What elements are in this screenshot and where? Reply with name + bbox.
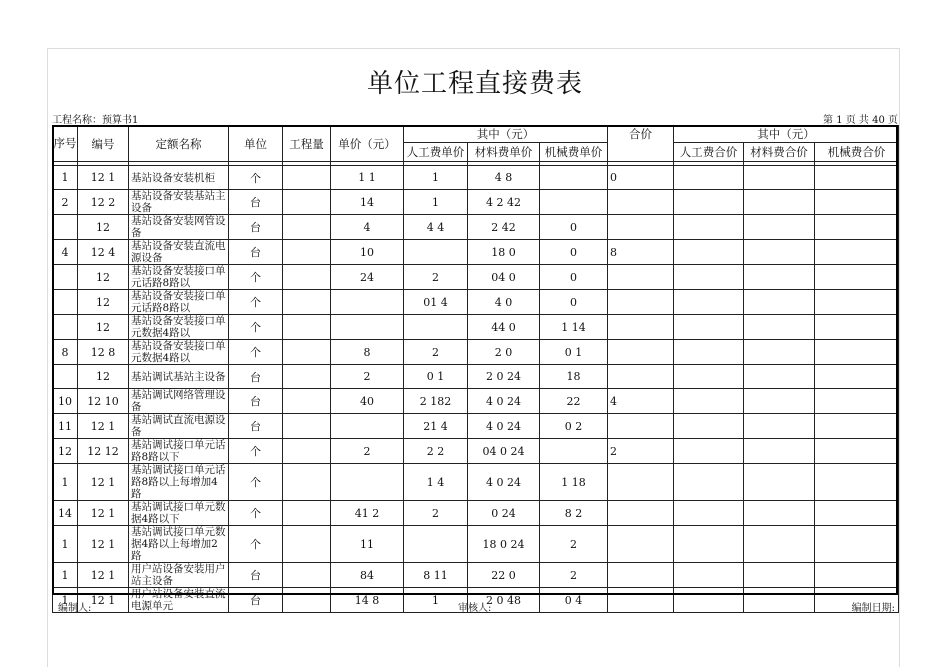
cell-mct xyxy=(815,439,899,464)
cell-unit: 个 xyxy=(229,439,283,464)
cell-unit: 台 xyxy=(229,240,283,265)
cell-labor: 01 4 xyxy=(404,290,468,315)
cell-seq: 11 xyxy=(53,414,78,439)
cell-mct xyxy=(815,365,899,389)
cell-name: 基站调试直流电源设备 xyxy=(129,414,229,439)
cell-mct xyxy=(815,166,899,190)
cell-machine: 1 14 xyxy=(540,315,608,340)
project-name: 工程名称：预算书1 xyxy=(52,115,139,126)
cell-material: 4 0 24 xyxy=(468,389,540,414)
cell-price: 14 8 xyxy=(331,588,404,613)
cell-seq: 10 xyxy=(53,389,78,414)
cell-qty xyxy=(283,265,331,290)
cell-lt xyxy=(674,588,744,613)
cell-mct xyxy=(815,414,899,439)
cell-price xyxy=(331,464,404,501)
cell-seq: 1 xyxy=(53,526,78,563)
cell-material: 4 0 24 xyxy=(468,414,540,439)
table-row xyxy=(53,166,899,190)
cell-total xyxy=(608,501,674,526)
cell-code: 12 4 xyxy=(78,240,129,265)
cell-seq xyxy=(53,215,78,240)
cell-mt xyxy=(744,526,815,563)
cell-machine: 0 1 xyxy=(540,340,608,365)
cell-mct xyxy=(815,290,899,315)
cell-name: 基站调试基站主设备 xyxy=(129,365,229,389)
cell-seq xyxy=(53,315,78,340)
cell-labor: 0 1 xyxy=(404,365,468,389)
cell-machine: 0 2 xyxy=(540,414,608,439)
cell-unit: 个 xyxy=(229,340,283,365)
cell-seq: 14 xyxy=(53,501,78,526)
table-row xyxy=(53,240,899,265)
cell-machine: 0 4 xyxy=(540,588,608,613)
cell-price: 1 1 xyxy=(331,166,404,190)
cell-mt xyxy=(744,166,815,190)
cell-material: 2 0 24 xyxy=(468,365,540,389)
cell-lt xyxy=(674,290,744,315)
cell-code: 12 1 xyxy=(78,464,129,501)
cell-mct xyxy=(815,240,899,265)
cell-mct xyxy=(815,563,899,588)
cell-price: 2 xyxy=(331,439,404,464)
cell-machine: 0 xyxy=(540,215,608,240)
cell-price xyxy=(331,315,404,340)
cell-mt xyxy=(744,588,815,613)
cell-mt xyxy=(744,464,815,501)
cell-seq: 1 xyxy=(53,166,78,190)
table-row xyxy=(53,315,899,340)
cell-unit: 个 xyxy=(229,501,283,526)
table-row xyxy=(53,340,899,365)
header-unit: 单位 xyxy=(229,126,283,162)
cell-material: 04 0 24 xyxy=(468,439,540,464)
cell-material: 44 0 xyxy=(468,315,540,340)
cell-lt xyxy=(674,315,744,340)
cell-total: 0 xyxy=(608,166,674,190)
date-label: 编制日期: xyxy=(851,603,895,614)
cell-unit: 个 xyxy=(229,315,283,340)
cell-machine: 22 xyxy=(540,389,608,414)
cell-seq: 2 xyxy=(53,190,78,215)
cell-seq xyxy=(53,290,78,315)
cell-machine xyxy=(540,166,608,190)
header-code: 编号 xyxy=(78,126,129,162)
cell-mct xyxy=(815,265,899,290)
cell-unit: 台 xyxy=(229,414,283,439)
cell-total xyxy=(608,290,674,315)
cell-unit: 个 xyxy=(229,265,283,290)
page-info: 第 1 页 共 40 页 xyxy=(823,115,898,126)
cell-material: 04 0 xyxy=(468,265,540,290)
cell-labor: 4 4 xyxy=(404,215,468,240)
cell-lt xyxy=(674,439,744,464)
cell-seq xyxy=(53,365,78,389)
cell-machine: 0 xyxy=(540,290,608,315)
cell-mct xyxy=(815,190,899,215)
header-machine-unit: 机械费单价 xyxy=(540,143,608,162)
header-group-total: 其中（元） xyxy=(674,126,899,143)
cell-labor: 2 2 xyxy=(404,439,468,464)
cell-code: 12 1 xyxy=(78,588,129,613)
cell-qty xyxy=(283,563,331,588)
cell-seq: 12 xyxy=(53,439,78,464)
cell-code: 12 1 xyxy=(78,526,129,563)
cell-code: 12 xyxy=(78,365,129,389)
cell-qty xyxy=(283,240,331,265)
cell-name: 基站调试接口单元数据4路以上每增加2路 xyxy=(129,526,229,563)
cell-name: 基站设备安装基站主设备 xyxy=(129,190,229,215)
cell-lt xyxy=(674,365,744,389)
cell-mt xyxy=(744,365,815,389)
header-row-1 xyxy=(53,126,899,143)
cell-lt xyxy=(674,240,744,265)
table-row xyxy=(53,563,899,588)
cell-labor xyxy=(404,526,468,563)
cell-total xyxy=(608,414,674,439)
cell-name: 基站设备安装接口单元数据4路以 xyxy=(129,340,229,365)
cell-machine: 18 xyxy=(540,365,608,389)
cell-qty xyxy=(283,340,331,365)
cell-code: 12 xyxy=(78,215,129,240)
cell-price: 4 xyxy=(331,215,404,240)
cell-lt xyxy=(674,190,744,215)
cell-mt xyxy=(744,563,815,588)
cell-labor: 1 4 xyxy=(404,464,468,501)
cell-material: 4 0 xyxy=(468,290,540,315)
cell-qty xyxy=(283,414,331,439)
cell-labor xyxy=(404,315,468,340)
cell-lt xyxy=(674,526,744,563)
cell-labor xyxy=(404,240,468,265)
header-machine-total: 机械费合价 xyxy=(815,143,899,162)
cell-lt xyxy=(674,265,744,290)
table-row xyxy=(53,439,899,464)
cell-material: 2 42 xyxy=(468,215,540,240)
header-group-unit: 其中（元） xyxy=(404,126,608,143)
cell-qty xyxy=(283,290,331,315)
cell-code: 12 1 xyxy=(78,414,129,439)
header-labor-unit: 人工费单价 xyxy=(404,143,468,162)
cell-code: 12 2 xyxy=(78,190,129,215)
cell-lt xyxy=(674,340,744,365)
cell-code: 12 1 xyxy=(78,501,129,526)
table-row xyxy=(53,290,899,315)
table-row xyxy=(53,190,899,215)
cell-mct xyxy=(815,340,899,365)
cell-seq: 1 xyxy=(53,563,78,588)
cell-labor: 2 xyxy=(404,340,468,365)
cell-machine: 0 xyxy=(540,240,608,265)
cell-qty xyxy=(283,215,331,240)
cell-seq: 8 xyxy=(53,340,78,365)
cell-price: 14 xyxy=(331,190,404,215)
cell-material: 4 2 42 xyxy=(468,190,540,215)
cell-unit: 个 xyxy=(229,464,283,501)
cell-material: 2 0 48 xyxy=(468,588,540,613)
cell-seq: 1 xyxy=(53,464,78,501)
cell-seq: 1 xyxy=(53,588,78,613)
table-row xyxy=(53,464,899,501)
cell-machine: 2 xyxy=(540,563,608,588)
table-row xyxy=(53,365,899,389)
cell-name: 基站设备安装接口单元话路8路以 xyxy=(129,290,229,315)
cell-qty xyxy=(283,190,331,215)
header-unit-price: 单价（元） xyxy=(331,126,404,162)
cell-qty xyxy=(283,588,331,613)
cell-mt xyxy=(744,215,815,240)
cell-material: 18 0 xyxy=(468,240,540,265)
cell-unit: 台 xyxy=(229,365,283,389)
cell-mt xyxy=(744,240,815,265)
cell-name: 基站设备安装接口单元话路8路以 xyxy=(129,265,229,290)
cell-total xyxy=(608,526,674,563)
cell-total xyxy=(608,563,674,588)
cell-machine: 1 18 xyxy=(540,464,608,501)
cell-unit: 台 xyxy=(229,389,283,414)
cell-seq: 4 xyxy=(53,240,78,265)
cell-code: 12 1 xyxy=(78,563,129,588)
cell-total: 2 xyxy=(608,439,674,464)
cell-lt xyxy=(674,563,744,588)
cost-table xyxy=(52,125,899,613)
cell-price: 24 xyxy=(331,265,404,290)
cell-code: 12 10 xyxy=(78,389,129,414)
cell-labor: 1 xyxy=(404,166,468,190)
cell-seq xyxy=(53,265,78,290)
cell-code: 12 8 xyxy=(78,340,129,365)
cell-qty xyxy=(283,526,331,563)
cell-material: 4 8 xyxy=(468,166,540,190)
cell-mct xyxy=(815,315,899,340)
cell-price: 84 xyxy=(331,563,404,588)
cell-total xyxy=(608,464,674,501)
cell-price: 11 xyxy=(331,526,404,563)
cell-total xyxy=(608,190,674,215)
header-seq: 序号 xyxy=(53,126,78,162)
cell-name: 基站调试接口单元数据4路以下 xyxy=(129,501,229,526)
cell-lt xyxy=(674,389,744,414)
header-total: 合价 xyxy=(608,126,674,162)
cell-price xyxy=(331,290,404,315)
cell-lt xyxy=(674,501,744,526)
cell-mct xyxy=(815,389,899,414)
cell-unit: 个 xyxy=(229,166,283,190)
cell-name: 基站调试接口单元话路8路以上每增加4路 xyxy=(129,464,229,501)
cell-qty xyxy=(283,389,331,414)
cell-labor: 1 xyxy=(404,190,468,215)
cell-material: 2 0 xyxy=(468,340,540,365)
cell-price: 8 xyxy=(331,340,404,365)
cell-unit: 台 xyxy=(229,215,283,240)
cell-qty xyxy=(283,501,331,526)
cell-total: 8 xyxy=(608,240,674,265)
document-title: 单位工程直接费表 xyxy=(366,69,583,99)
cell-labor: 1 xyxy=(404,588,468,613)
cell-machine: 0 xyxy=(540,265,608,290)
table-row xyxy=(53,414,899,439)
cell-lt xyxy=(674,414,744,439)
cell-total xyxy=(608,588,674,613)
header-material-total: 材料费合价 xyxy=(744,143,815,162)
cell-mt xyxy=(744,414,815,439)
cell-code: 12 xyxy=(78,315,129,340)
cell-total xyxy=(608,340,674,365)
cell-name: 基站设备安装网管设备 xyxy=(129,215,229,240)
cell-total xyxy=(608,215,674,240)
cell-lt xyxy=(674,166,744,190)
cell-code: 12 xyxy=(78,265,129,290)
cell-code: 12 12 xyxy=(78,439,129,464)
cell-qty xyxy=(283,439,331,464)
cell-price xyxy=(331,414,404,439)
cell-labor: 21 4 xyxy=(404,414,468,439)
cell-total xyxy=(608,265,674,290)
cell-machine xyxy=(540,439,608,464)
table-row xyxy=(53,389,899,414)
cell-material: 22 0 xyxy=(468,563,540,588)
table-row xyxy=(53,265,899,290)
cell-qty xyxy=(283,365,331,389)
cell-price: 10 xyxy=(331,240,404,265)
table-row xyxy=(53,501,899,526)
cell-qty xyxy=(283,464,331,501)
cell-material: 18 0 24 xyxy=(468,526,540,563)
cell-unit: 个 xyxy=(229,290,283,315)
cell-mt xyxy=(744,340,815,365)
cell-unit: 台 xyxy=(229,563,283,588)
cell-name: 基站调试接口单元话路8路以下 xyxy=(129,439,229,464)
cell-lt xyxy=(674,464,744,501)
cell-unit: 个 xyxy=(229,526,283,563)
cell-mct xyxy=(815,464,899,501)
cell-labor: 2 xyxy=(404,265,468,290)
cell-price: 2 xyxy=(331,365,404,389)
cell-mt xyxy=(744,190,815,215)
cell-total: 4 xyxy=(608,389,674,414)
cell-name: 用户站设备安装直流电源单元 xyxy=(129,588,229,613)
cell-mct xyxy=(815,526,899,563)
cell-name: 基站设备安装接口单元数据4路以 xyxy=(129,315,229,340)
cell-mct xyxy=(815,215,899,240)
header-name: 定额名称 xyxy=(129,126,229,162)
cell-qty xyxy=(283,315,331,340)
cell-labor: 8 11 xyxy=(404,563,468,588)
cell-code: 12 xyxy=(78,290,129,315)
cell-mt xyxy=(744,290,815,315)
cell-machine xyxy=(540,190,608,215)
cell-unit: 台 xyxy=(229,588,283,613)
cell-lt xyxy=(674,215,744,240)
reviewer-label: 审核人: xyxy=(458,603,492,614)
table-row xyxy=(53,215,899,240)
cell-code: 12 1 xyxy=(78,166,129,190)
header-qty: 工程量 xyxy=(283,126,331,162)
cell-name: 基站设备安装直流电源设备 xyxy=(129,240,229,265)
cell-mt xyxy=(744,439,815,464)
cell-name: 基站调试网络管理设备 xyxy=(129,389,229,414)
cell-mct xyxy=(815,501,899,526)
cell-mt xyxy=(744,501,815,526)
cell-material: 4 0 24 xyxy=(468,464,540,501)
cell-price: 41 2 xyxy=(331,501,404,526)
cell-qty xyxy=(283,166,331,190)
cell-total xyxy=(608,365,674,389)
cell-mt xyxy=(744,315,815,340)
cell-mt xyxy=(744,389,815,414)
cell-unit: 台 xyxy=(229,190,283,215)
cell-labor: 2 xyxy=(404,501,468,526)
cell-name: 用户站设备安装用户站主设备 xyxy=(129,563,229,588)
cell-total xyxy=(608,315,674,340)
cell-material: 0 24 xyxy=(468,501,540,526)
cell-machine: 8 2 xyxy=(540,501,608,526)
cell-name: 基站设备安装机柜 xyxy=(129,166,229,190)
cell-machine: 2 xyxy=(540,526,608,563)
header-labor-total: 人工费合价 xyxy=(674,143,744,162)
preparer-label: 编制人: xyxy=(58,603,92,614)
header-material-unit: 材料费单价 xyxy=(468,143,540,162)
cell-price: 40 xyxy=(331,389,404,414)
table-row xyxy=(53,526,899,563)
cell-labor: 2 182 xyxy=(404,389,468,414)
cell-mt xyxy=(744,265,815,290)
